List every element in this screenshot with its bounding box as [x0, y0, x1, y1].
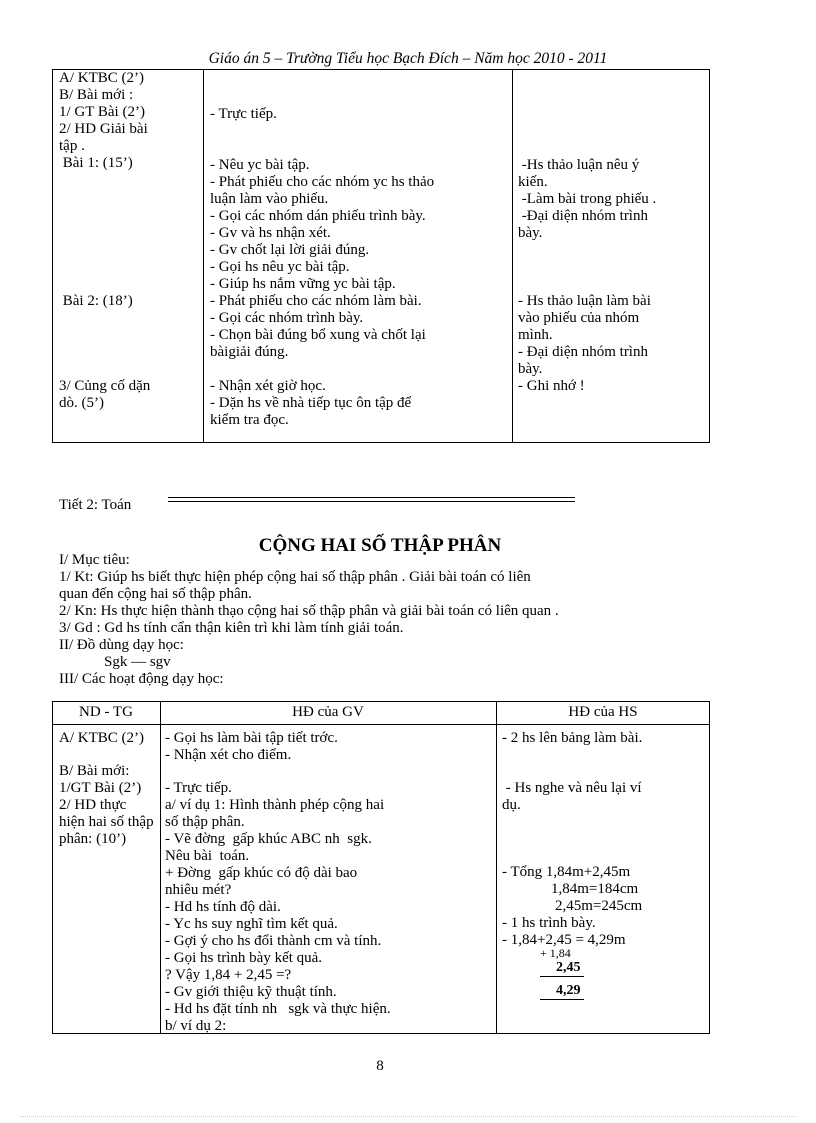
table1-col1 — [59, 70, 148, 172]
table1-cell: - Nhận xét giờ học. — [210, 378, 326, 394]
table2-cell: hiện hai số thập — [59, 814, 154, 830]
table1-cell: Bài 2: (18’) — [59, 293, 133, 309]
table2-cell: phân: (10’) — [59, 831, 127, 847]
table1-cell: - Phát phiếu cho các nhóm làm bài. — [210, 293, 422, 309]
table1-cell: 3/ Củng cố dặn — [59, 378, 151, 394]
table1-cell: - Hs thảo luận làm bài — [518, 293, 651, 309]
addition-operand-1: + 1,84 — [540, 946, 571, 960]
lesson-line: 3/ Gd : Gd hs tính cẩn thận kiên trì khi làm tính giải toán. — [59, 620, 404, 636]
table1-cell: tập . — [59, 138, 85, 154]
table1-cell: - Đại diện nhóm trình — [518, 344, 648, 360]
table1-cell: - Nêu yc bài tập. — [210, 157, 310, 173]
table2-cell: nhiêu mét? — [165, 882, 232, 898]
table1-cell: - Ghi nhớ ! — [518, 378, 585, 394]
table2-cell: - Vẽ đờng gấp khúc ABC nh sgk. — [165, 831, 372, 847]
table1-cell: bàigiải đúng. — [210, 344, 289, 360]
table2-cell: - Hs nghe và nêu lại ví — [502, 780, 642, 796]
table2-cell: - Hd hs tính độ dài. — [165, 899, 281, 915]
table1-cell: -Hs thảo luận nêu ý — [518, 157, 640, 173]
table1-cell: dò. (5’) — [59, 395, 104, 411]
lesson-line: Sgk — sgv — [59, 654, 171, 670]
table2-cell: - 2 hs lên bảng làm bài. — [502, 730, 643, 746]
table1-cell: - Dặn hs về nhà tiếp tục ôn tập để — [210, 395, 412, 411]
table1-cell: - Gọi các nhóm dán phiếu trình bày. — [210, 208, 426, 224]
table1-cell: mình. — [518, 327, 553, 343]
table1-cell: B/ Bài mới : — [59, 87, 134, 103]
table1-col2 — [210, 106, 277, 123]
table1-cell: - Chọn bài đúng bổ xung và chốt lại — [210, 327, 426, 343]
table1-cell: 2/ HD Giải bài — [59, 121, 148, 137]
lesson-body — [59, 552, 559, 688]
table1-cell: - Giúp hs nắm vững yc bài tập. — [210, 276, 396, 292]
table2-cell: - Gợi ý cho hs đổi thành cm và tính. — [165, 933, 382, 949]
lesson-line: quan đến cộng hai số thập phân. — [59, 586, 252, 602]
table1-cell: Bài 1: (15’) — [59, 155, 133, 171]
table2-cell: số thập phân. — [165, 814, 245, 830]
lesson-line: 2/ Kn: Hs thực hiện thành thạo cộng hai số thập phân và giải bài toán có liên quan . — [59, 603, 559, 619]
table2-cell: ? Vậy 1,84 + 2,45 =? — [165, 967, 292, 983]
table1-cell: A/ KTBC (2’) — [59, 70, 144, 86]
table2-cell: dụ. — [502, 797, 521, 813]
table1-cell: -Làm bài trong phiếu . — [518, 191, 657, 207]
table1-cell: bày. — [518, 225, 543, 241]
table2-cell: 1/GT Bài (2’) — [59, 780, 142, 796]
table2-header-nd: ND - TG — [79, 704, 133, 720]
table1-cell: - Trực tiếp. — [210, 106, 277, 122]
lesson-line: 1/ Kt: Giúp hs biết thực hiện phép cộng hai số thập phân . Giải bài toán có liên — [59, 569, 531, 585]
vertical-addition — [540, 946, 600, 1000]
table2-cell: 2/ HD thực — [59, 797, 127, 813]
table2-cell: - Tổng 1,84m+2,45m — [502, 864, 631, 880]
table2-cell: - Gv giới thiệu kỹ thuật tính. — [165, 984, 337, 1000]
table1-cell: -Đại diện nhóm trình — [518, 208, 648, 224]
table2-cell: - Gọi hs làm bài tập tiết trớc. — [165, 730, 338, 746]
table1-cell: - Phát phiếu cho các nhóm yc hs thảo — [210, 174, 435, 190]
table1-cell: kiến. — [518, 174, 548, 190]
table2-header-gv: HĐ của GV — [292, 704, 364, 720]
table1-cell: kiểm tra đọc. — [210, 412, 289, 428]
lesson-line: I/ Mục tiêu: — [59, 552, 130, 568]
table2-cell: - 1,84+2,45 = 4,29m — [502, 932, 626, 948]
table2-cell: B/ Bài mới: — [59, 763, 130, 779]
table2-cell: - Nhận xét cho điểm. — [165, 747, 292, 763]
table1-cell: bày. — [518, 361, 543, 377]
table1-cell: - Gọi các nhóm trình bày. — [210, 310, 364, 326]
table2-cell: b/ ví dụ 2: — [165, 1018, 227, 1034]
period-label: Tiết 2: Toán — [59, 497, 132, 513]
table2-col2 — [165, 730, 338, 764]
lesson-title: CỘNG HAI SỐ THẬP PHÂN — [258, 535, 502, 556]
table1-cell: vào phiếu của nhóm — [518, 310, 640, 326]
table1-cell: - Gọi hs nêu yc bài tập. — [210, 259, 350, 275]
table2-cell: A/ KTBC (2’) — [59, 730, 144, 746]
table2-header-hs: HĐ của HS — [568, 704, 638, 720]
table2-cell: - 1 hs trình bày. — [502, 915, 596, 931]
lesson-line: III/ Các hoạt động dạy học: — [59, 671, 224, 687]
table1-col3 — [518, 157, 656, 242]
page-number: 8 — [376, 1058, 384, 1074]
table1-cell: 1/ GT Bài (2’) — [59, 104, 145, 120]
table2-col3 — [502, 730, 642, 747]
table2-cell: + Đờng gấp khúc có độ dài bao — [165, 865, 358, 881]
lesson-line: II/ Đồ dùng dạy học: — [59, 637, 184, 653]
table1-cell: - Gv và hs nhận xét. — [210, 225, 331, 241]
table2-cell: - Yc hs suy nghĩ tìm kết quả. — [165, 916, 338, 932]
table2-col1 — [59, 730, 144, 747]
table1-cell: - Gv chốt lại lời giải đúng. — [210, 242, 370, 258]
table2-cell: - Trực tiếp. — [165, 780, 232, 796]
table2-cell: Nêu bài toán. — [165, 848, 250, 864]
table2-cell: - Gọi hs trình bày kết quả. — [165, 950, 323, 966]
table2-cell: - Hd hs đặt tính nh sgk và thực hiện. — [165, 1001, 391, 1017]
addition-sum: 4,29 — [540, 982, 584, 1000]
page-header: Giáo án 5 – Trường Tiểu học Bạch Đích – Năm học 2010 - 2011 — [208, 50, 608, 67]
addition-operand-2: 2,45 — [540, 960, 584, 977]
table1-cell: luận làm vào phiếu. — [210, 191, 329, 207]
table2-cell: a/ ví dụ 1: Hình thành phép cộng hai — [165, 797, 385, 813]
page-bottom-rule — [20, 1116, 796, 1117]
divider — [168, 497, 575, 502]
table2-cell: 2,45m=245cm — [555, 898, 643, 914]
table2-cell: 1,84m=184cm — [551, 881, 639, 897]
